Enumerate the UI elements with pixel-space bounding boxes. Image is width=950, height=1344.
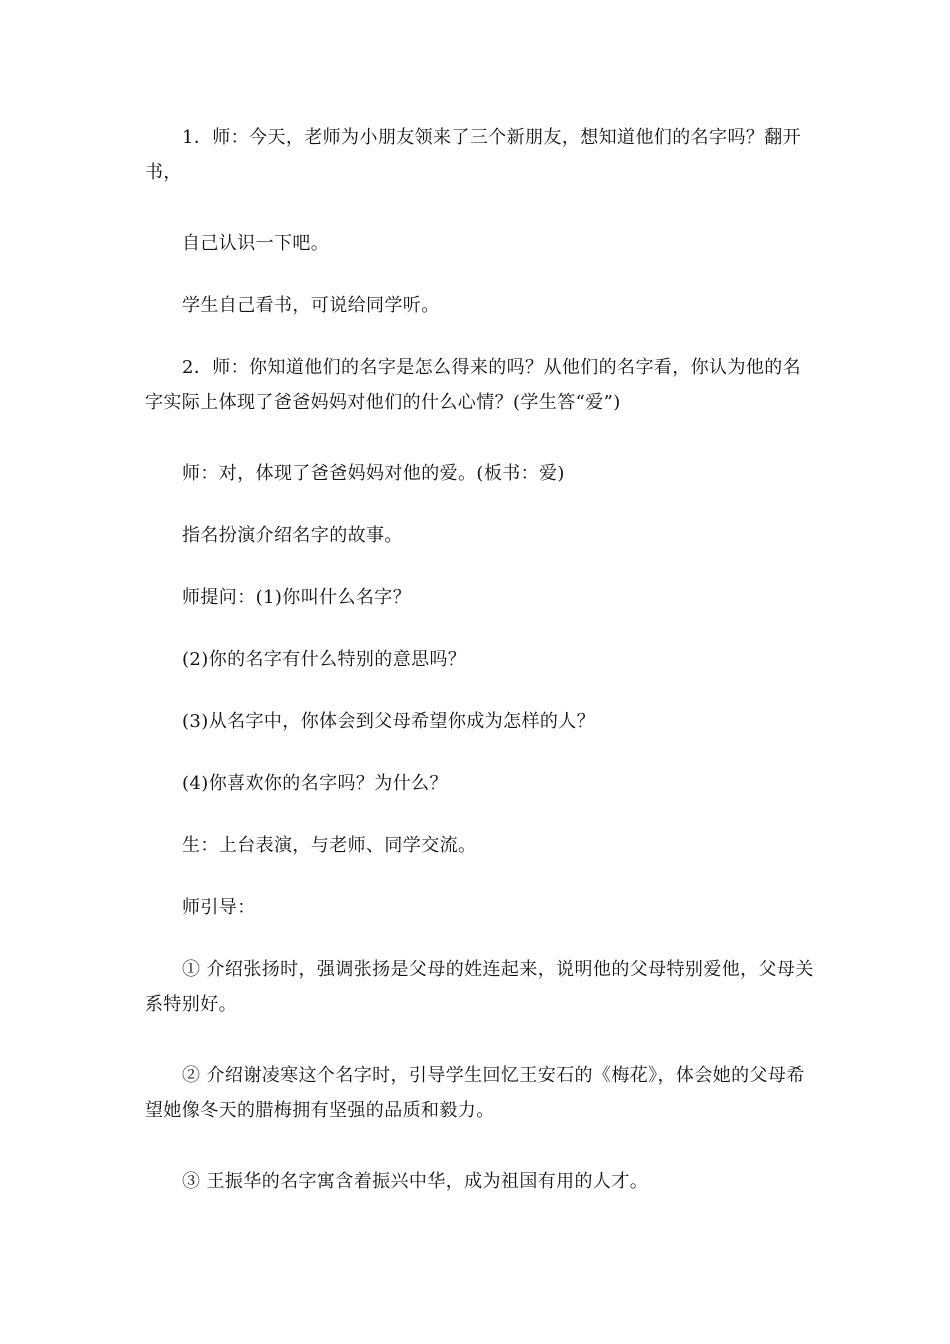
paragraph-1: 1．师：今天，老师为小朋友领来了三个新朋友，想知道他们的名字吗？翻开书， <box>145 127 802 183</box>
paragraph-5: 师：对，体现了爸爸妈妈对他的爱。(板书：爱) <box>182 463 565 484</box>
paragraph-14: ② 介绍谢凌寒这个名字时，引导学生回忆王安石的《梅花》，体会她的父母希望她像冬天的腊梅拥有坚强的品质和毅力。 <box>145 1065 805 1121</box>
paragraph-12: 师引导： <box>182 897 256 918</box>
paragraph-2: 自己认识一下吧。 <box>182 233 330 254</box>
paragraph-6: 指名扮演介绍名字的故事。 <box>182 525 403 546</box>
paragraph-4: 2．师：你知道他们的名字是怎么得来的吗？从他们的名字看，你认为他的名字实际上体现了爸爸妈妈对他们的什么心情？(学生答“爱”) <box>145 357 802 413</box>
paragraph-10: (4)你喜欢你的名字吗？为什么？ <box>182 773 448 794</box>
paragraph-11: 生：上台表演，与老师、同学交流。 <box>182 835 477 856</box>
paragraph-9: (3)从名字中，你体会到父母希望你成为怎样的人？ <box>182 711 596 732</box>
paragraph-3: 学生自己看书，可说给同学听。 <box>182 295 440 316</box>
paragraph-8: (2)你的名字有什么特别的意思吗？ <box>182 649 467 670</box>
paragraph-15: ③ 王振华的名字寓含着振兴中华，成为祖国有用的人才。 <box>182 1171 649 1192</box>
paragraph-7: 师提问：(1)你叫什么名字？ <box>182 587 412 608</box>
paragraph-13: ① 介绍张扬时，强调张扬是父母的姓连起来，说明他的父母特别爱他，父母关系特别好。 <box>145 959 814 1015</box>
